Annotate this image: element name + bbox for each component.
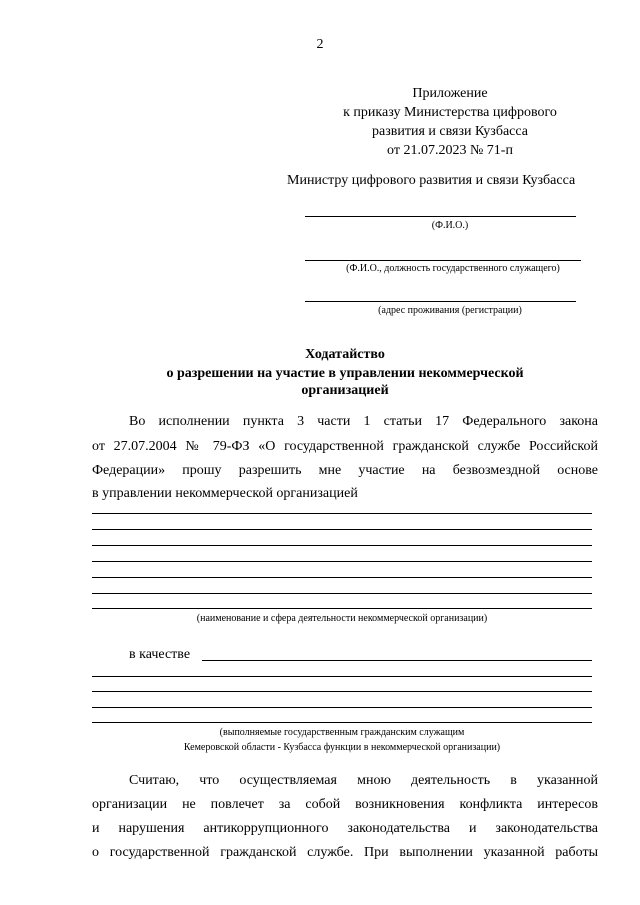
capacity-line <box>202 660 592 661</box>
org-line-1 <box>92 513 592 514</box>
org-line-5 <box>92 577 592 578</box>
document-title: Ходатайство <box>305 347 385 362</box>
fio-position-caption: (Ф.И.О., должность государственного служащего) <box>346 263 560 274</box>
org-line-2 <box>92 529 592 530</box>
functions-line-3 <box>92 707 592 708</box>
fio-line <box>305 216 576 217</box>
document-subtitle-1: о разрешении на участие в управлении некоммерческой <box>166 366 524 381</box>
appendix-line-2: к приказу Министерства цифрового <box>343 105 557 120</box>
fio-caption: (Ф.И.О.) <box>431 220 469 231</box>
functions-line-2 <box>92 691 592 692</box>
capacity-label: в качестве <box>129 647 191 662</box>
functions-caption-1: (выполняемые государственным гражданским служащим <box>219 727 465 738</box>
addressee: Министру цифрового развития и связи Кузбасса <box>287 173 576 188</box>
paragraph2-line-3: и нарушения антикоррупционного законодательства и законодательства <box>92 821 598 836</box>
functions-line-1 <box>92 676 592 677</box>
functions-caption-2: Кемеровской области - Кузбасса функции в некоммерческой организации) <box>183 742 501 753</box>
paragraph2-line-4: о государственной гражданской службе. При выполнении указанной работы <box>92 845 598 860</box>
document-subtitle-2: организацией <box>301 383 389 398</box>
paragraph1-line-3: Федерации» прошу разрешить мне участие на безвозмездной основе <box>92 463 598 478</box>
fio-position-line <box>305 260 581 261</box>
appendix-line-1: Приложение <box>412 86 488 101</box>
functions-line-4 <box>92 722 592 723</box>
org-caption: (наименование и сфера деятельности некоммерческой организации) <box>196 613 488 624</box>
org-line-3 <box>92 545 592 546</box>
address-caption: (адрес проживания (регистрации) <box>378 305 522 316</box>
paragraph2-line-2: организации не повлечет за собой возникновения конфликта интересов <box>92 797 598 812</box>
org-line-6 <box>92 593 592 594</box>
appendix-line-4: от 21.07.2023 № 71-п <box>387 143 513 158</box>
paragraph1-line-1: Во исполнении пункта 3 части 1 статьи 17 Федерального закона <box>129 414 598 429</box>
page-number: 2 <box>316 37 324 52</box>
paragraph1-line-2: от 27.07.2004 № 79-ФЗ «О государственной гражданской службе Российской <box>92 439 598 454</box>
appendix-line-3: развития и связи Кузбасса <box>372 124 528 139</box>
org-line-7 <box>92 608 592 609</box>
paragraph1-line-4: в управлении некоммерческой организацией <box>92 486 358 501</box>
org-line-4 <box>92 561 592 562</box>
address-line <box>305 301 576 302</box>
paragraph2-line-1: Считаю, что осуществляемая мною деятельность в указанной <box>129 773 598 788</box>
